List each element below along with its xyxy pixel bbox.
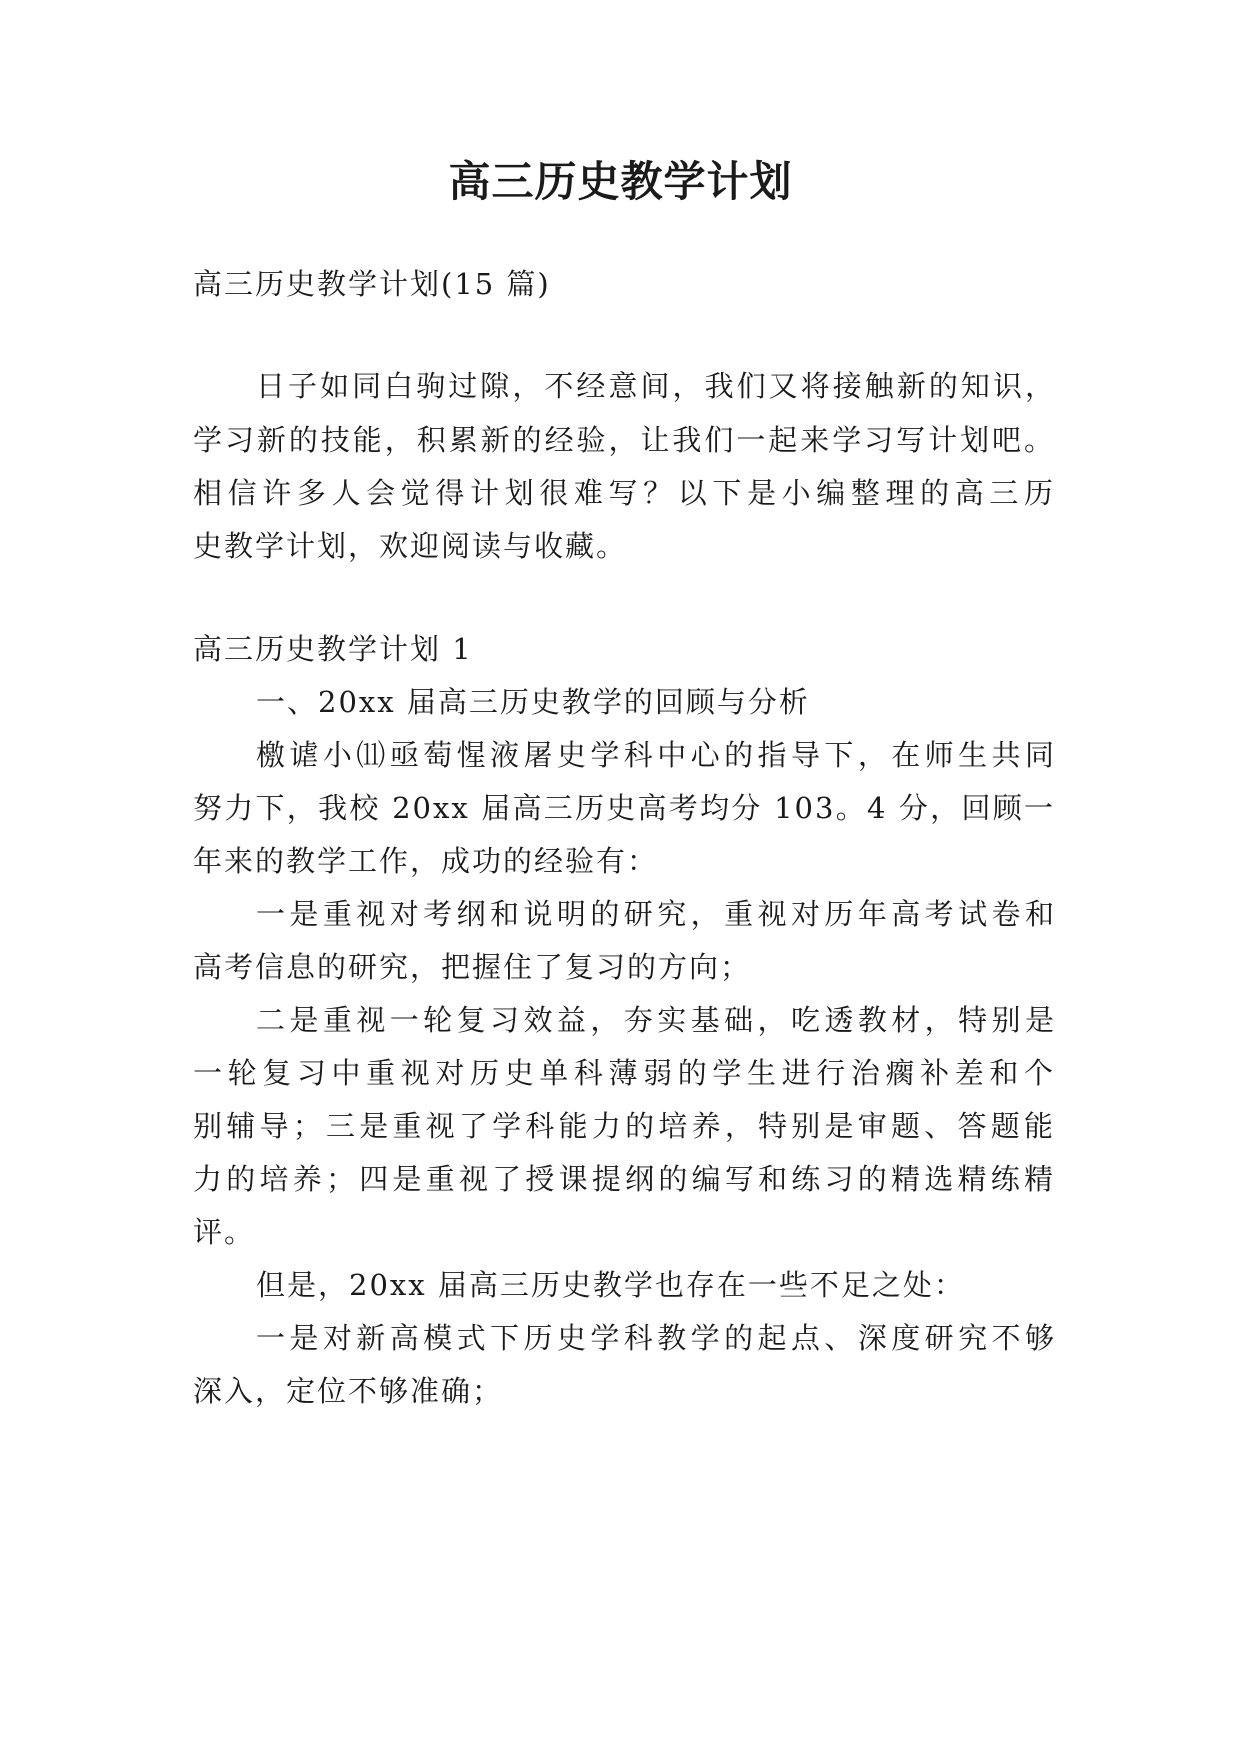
section-line: 一轮复习中重视对历史单科薄弱的学生进行治瘸补差和个 xyxy=(193,1056,1055,1090)
document-title: 高三历史教学计划 xyxy=(448,157,793,206)
intro-line: 日子如同白驹过隙，不经意间，我们又将接触新的知识， xyxy=(256,369,1056,403)
section-line: 评。 xyxy=(193,1215,256,1249)
section-line: 力的培养；四是重视了授课提纲的编写和练习的精选精练精 xyxy=(193,1162,1055,1196)
section-line: 一是重视对考纲和说明的研究，重视对历年高考试卷和 xyxy=(256,897,1056,931)
section-line: 别辅导；三是重视了学科能力的培养，特别是审题、答题能 xyxy=(193,1109,1055,1143)
section-line: 一是对新高模式下历史学科教学的起点、深度研究不够 xyxy=(256,1321,1056,1355)
intro-line: 相信许多人会觉得计划很难写？以下是小编整理的高三历 xyxy=(193,476,1055,510)
section-line: 一、20xx 届高三历史教学的回顾与分析 xyxy=(256,685,810,719)
section-line: 二是重视一轮复习效益，夯实基础，吃透教材，特别是 xyxy=(256,1003,1056,1037)
section-line: 努力下，我校 20xx 届高三历史高考均分 103。4 分，回顾一 xyxy=(193,791,1055,825)
document-subtitle: 高三历史教学计划(15 篇) xyxy=(193,267,551,301)
section-line: 高考信息的研究，把握住了复习的方向； xyxy=(193,950,752,984)
section-line: 但是，20xx 届高三历史教学也存在一些不足之处： xyxy=(256,1268,965,1302)
section-heading: 高三历史教学计划 1 xyxy=(193,632,473,666)
intro-line: 学习新的技能，积累新的经验，让我们一起来学习写计划吧。 xyxy=(193,423,1055,457)
section-line: 年来的教学工作，成功的经验有： xyxy=(193,844,659,878)
section-line: 檄谑小⑾亟萄惺液屠史学科中心的指导下，在师生共同 xyxy=(256,738,1056,772)
intro-line: 史教学计划，欢迎阅读与收藏。 xyxy=(193,529,628,563)
section-line: 深入，定位不够准确； xyxy=(193,1374,504,1408)
